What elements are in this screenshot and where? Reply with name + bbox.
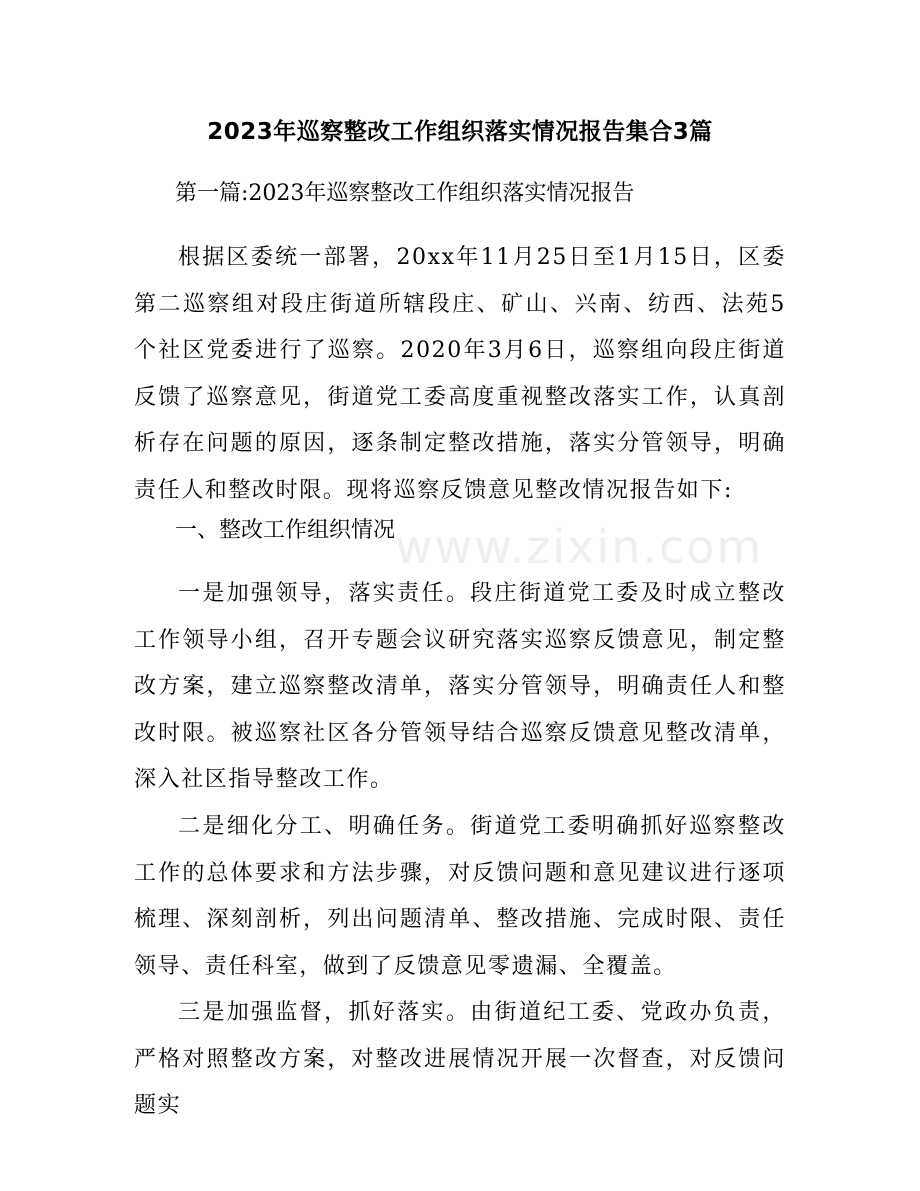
paragraph-division: 二是细化分工、明确任务。街道党工委明确抓好巡察整改工作的总体要求和方法步骤，对反馈问题和意见建议进行逐项梳理、深刻剖析，列出问题清单、整改措施、完成时限、责任领导、责任科室，做到了反馈意见零遗漏、全覆盖。 — [134, 814, 786, 979]
watermark: www.zixin.com — [395, 520, 764, 574]
paragraph-leadership: 一是加强领导，落实责任。段庄街道党工委及时成立整改工作领导小组，召开专题会议研究落实巡察反馈意见，制定整改方案，建立巡察整改清单，落实分管领导，明确责任人和整改时限。被巡察社区各分管领导结合巡察反馈意见整改清单，深入社区指导整改工作。 — [134, 581, 786, 792]
section-heading: 第一篇:2023年巡察整改工作组织落实情况报告 — [175, 181, 635, 206]
document-title: 2023年巡察整改工作组织落实情况报告集合3篇 — [207, 119, 713, 145]
paragraph-intro: 根据区委统一部署，20xx年11月25日至1月15日，区委第二巡察组对段庄街道所辖段庄、矿山、兴南、纺西、法苑5个社区党委进行了巡察。2020年3月6日，巡察组向段庄街道反馈了巡察意见，街道党工委高度重视整改落实工作，认真剖析存在问题的原因，逐条制定整改措施，落实分管领导，明确责任人和整改时限。现将巡察反馈意见整改情况报告如下: — [134, 245, 786, 503]
sub-heading-organization: 一、整改工作组织情况 — [175, 518, 396, 543]
paragraph-supervision: 三是加强监督，抓好落实。由街道纪工委、党政办负责，严格对照整改方案，对整改进展情况开展一次督查，对反馈问题实 — [134, 1000, 786, 1118]
